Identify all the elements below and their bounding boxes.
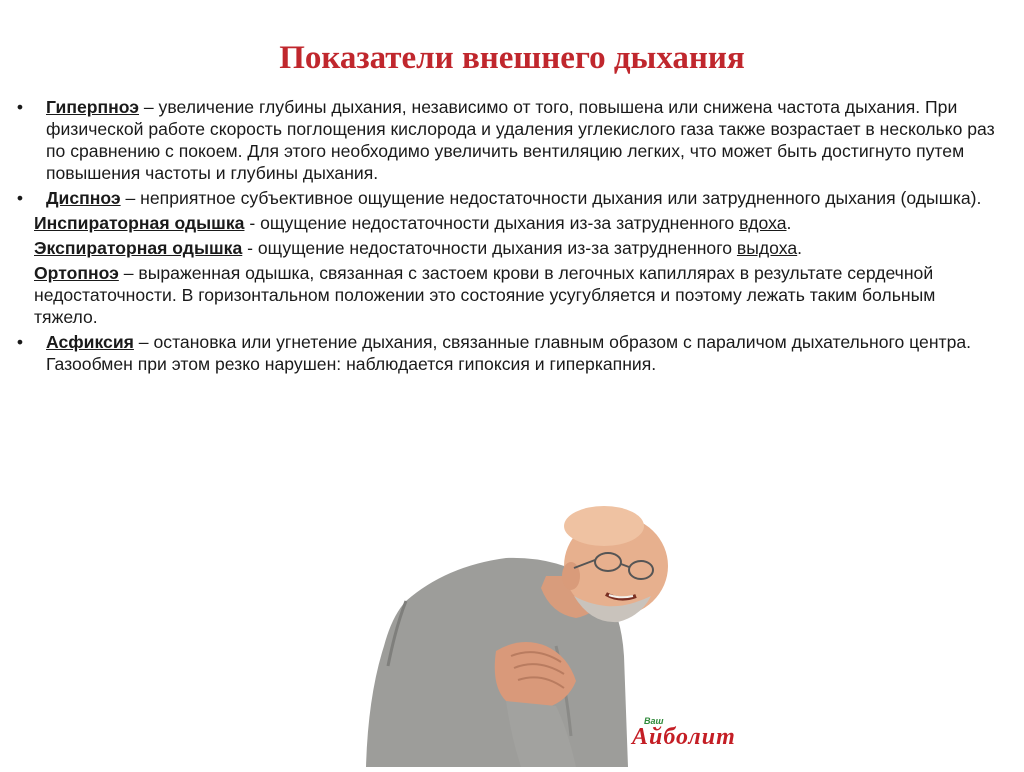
bullet: • bbox=[16, 97, 24, 117]
definition-tail: . bbox=[797, 238, 803, 258]
definition-text: - ощущение недостаточности дыхания из-за затрудненного bbox=[242, 238, 737, 258]
term-dyspnea: Диспноэ bbox=[46, 188, 121, 208]
bullet: • bbox=[16, 332, 24, 352]
term-inspiratory-dyspnea: Инспираторная одышка bbox=[34, 213, 245, 233]
list-item-expiratory bbox=[10, 237, 1000, 259]
term-expiratory-dyspnea: Экспираторная одышка bbox=[34, 238, 243, 258]
definition-text: – выраженная одышка, связанная с застоем крови в легочных капиллярах в результате сердечной недостаточности. В горизонтальном положении это состояние усугубляется и поэтому лежать таким больным тяжело. bbox=[34, 263, 936, 327]
term-asphyxia: Асфиксия bbox=[46, 332, 134, 352]
list-item-dyspnea bbox=[10, 187, 1000, 209]
term-hyperpnea: Гиперпноэ bbox=[46, 97, 139, 117]
keyword-exhale: выдоха bbox=[736, 238, 798, 258]
list-item-hyperpnea bbox=[10, 96, 1000, 184]
list-item-asphyxia bbox=[10, 331, 1000, 375]
definition-text: – увеличение глубины дыхания, независимо от того, повышена или снижена частота дыхания. При физической работе скорость поглощения кислорода и удаления углекислого газа также возрастает в несколько раз по сравнению с покоем. Для этого необходимо увеличить вентиляцию легких, что может быть достигнуто путем повышения частоты и глубины дыхания. bbox=[46, 97, 995, 183]
logo-top-text: Ваш bbox=[644, 716, 664, 726]
content-list bbox=[10, 96, 1000, 378]
bullet: • bbox=[16, 188, 24, 208]
definition-tail: . bbox=[786, 213, 792, 233]
slide-title: Показатели внешнего дыхания bbox=[279, 40, 745, 76]
definition-text: – остановка или угнетение дыхания, связанные главным образом с параличом дыхательного центра. Газообмен при этом резко нарушен: наблюдается гипоксия и гиперкапния. bbox=[46, 332, 972, 374]
keyword-inhale: вдоха bbox=[739, 213, 787, 233]
term-orthopnea: Ортопноэ bbox=[34, 263, 119, 283]
list-item-orthopnea bbox=[10, 262, 1000, 328]
aibolit-logo: Айболит bbox=[632, 724, 736, 750]
definition-text: - ощущение недостаточности дыхания из-за затрудненного bbox=[244, 213, 740, 233]
definition-text: – неприятное субъективное ощущение недостаточности дыхания или затрудненного дыхания (одышка). bbox=[120, 188, 982, 208]
list-item-inspiratory bbox=[10, 212, 1000, 234]
